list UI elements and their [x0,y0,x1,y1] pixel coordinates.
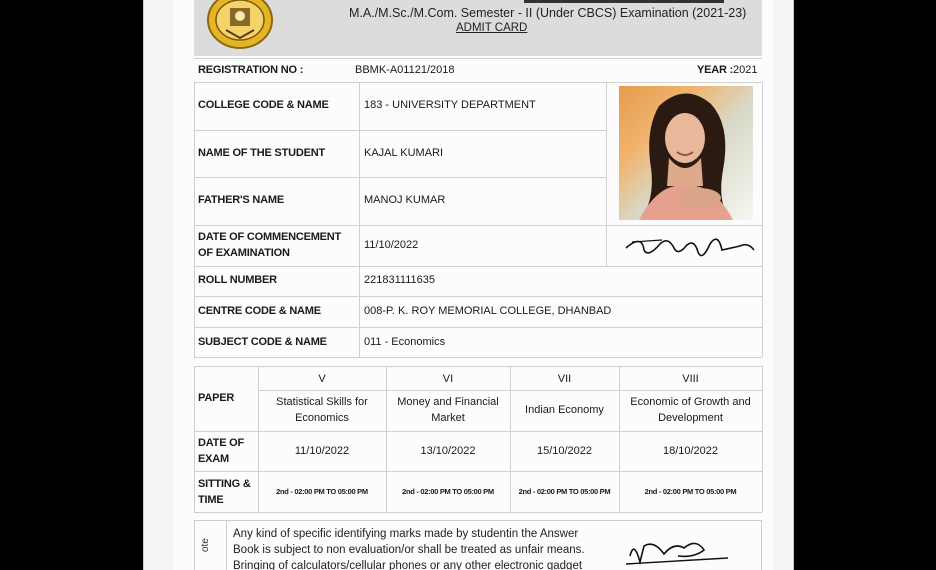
controller-signature [624,536,734,570]
admit-card-title: ADMIT CARD [456,22,528,34]
divider [762,82,763,357]
paper-time: 2nd - 02:00 PM TO 05:00 PM [518,486,611,496]
paper-name-line2 [510,418,619,428]
commencement-label-line2: OF EXAMINATION [198,247,290,259]
paper-name-line2: Development [658,412,723,424]
divider [194,296,762,297]
paper-code: VIII [682,373,699,385]
divider [194,512,762,513]
black-margin-left [0,0,143,570]
instruction-line: Any kind of specific identifying marks made by studentin the Answer [233,528,579,540]
student-name-value: KAJAL KUMARI [364,147,444,159]
admit-card-document [143,0,794,570]
college-label: COLLEGE CODE & NAME [198,99,329,111]
paper-label: PAPER [198,392,235,404]
black-margin-right [794,0,936,570]
divider [226,520,227,570]
sitting-label-line1: SITTING & [198,478,251,490]
student-name-label: NAME OF THE STUDENT [198,147,325,159]
paper-name-line2: Economics [295,412,349,424]
centre-value: 008-P. K. ROY MEMORIAL COLLEGE, DHANBAD [364,305,612,317]
centre-label: CENTRE CODE & NAME [198,305,321,317]
divider [194,225,762,226]
paper-time: 2nd - 02:00 PM TO 05:00 PM [402,486,494,496]
paper-code: VI [442,373,454,385]
paper-name-line1: Money and Financial [397,396,499,408]
instructions-text [233,526,593,570]
sitting-label-line2: TIME [198,494,224,506]
roll-number-label: ROLL NUMBER [198,274,277,286]
father-name-value: MANOJ KUMAR [364,194,446,206]
paper-name-line1: Indian Economy [525,404,604,416]
roll-number-value: 221831111635 [364,274,435,286]
subject-value: 011 - Economics [364,336,446,348]
registration-label: REGISTRATION NO : [198,64,304,76]
paper-time: 2nd - 02:00 PM TO 05:00 PM [644,486,737,496]
year-value: 2021 [733,64,758,76]
divider [194,82,762,83]
divider [194,366,195,512]
paper-code: VII [557,373,572,385]
commencement-label-line1: DATE OF COMMENCEMENT [198,231,342,243]
student-photo [619,86,753,220]
college-value: 183 - UNIVERSITY DEPARTMENT [364,99,536,111]
registration-value: BBMK-A01121/2018 [355,64,455,76]
divider [194,177,606,178]
divider [194,130,606,131]
date-label-line2: EXAM [198,453,229,465]
instruction-line: Bringing of calculators/cellular phones or any other electronic gadget [233,560,583,570]
paper-date: 15/10/2022 [536,445,593,457]
paper-name-line2: Market [431,412,465,424]
commencement-value: 11/10/2022 [364,239,419,251]
divider [194,58,762,59]
divider [194,327,762,328]
paper-name-line1: Economic of Growth and [630,396,751,408]
divider [194,82,195,357]
subject-label: SUBJECT CODE & NAME [198,336,327,348]
paper-date: 13/10/2022 [420,445,476,457]
father-name-label: FATHER'S NAME [198,194,284,206]
paper-time: 2nd - 02:00 PM TO 05:00 PM [276,486,368,496]
paper-name-line1: Statistical Skills for [276,396,368,408]
instruction-line: Book is subject to non evaluation/or shall be treated as unfair means. [233,544,585,556]
exam-title: M.A./M.Sc./M.Com. Semester - II (Under CBCS) Examination (2021-23) [349,6,747,20]
paper-code: V [318,373,326,385]
date-label-line1: DATE OF [198,437,245,449]
header-rule [524,0,724,3]
divider [194,357,762,358]
divider [194,366,762,367]
paper-date: 18/10/2022 [662,445,719,457]
paper-date: 11/10/2022 [294,445,350,457]
divider [606,82,607,266]
divider [762,366,763,512]
university-seal-icon [206,0,274,50]
year-label: YEAR : [697,64,734,76]
divider [194,266,762,267]
note-side-label: ote [200,538,211,552]
divider [359,82,360,357]
student-signature [622,228,762,264]
